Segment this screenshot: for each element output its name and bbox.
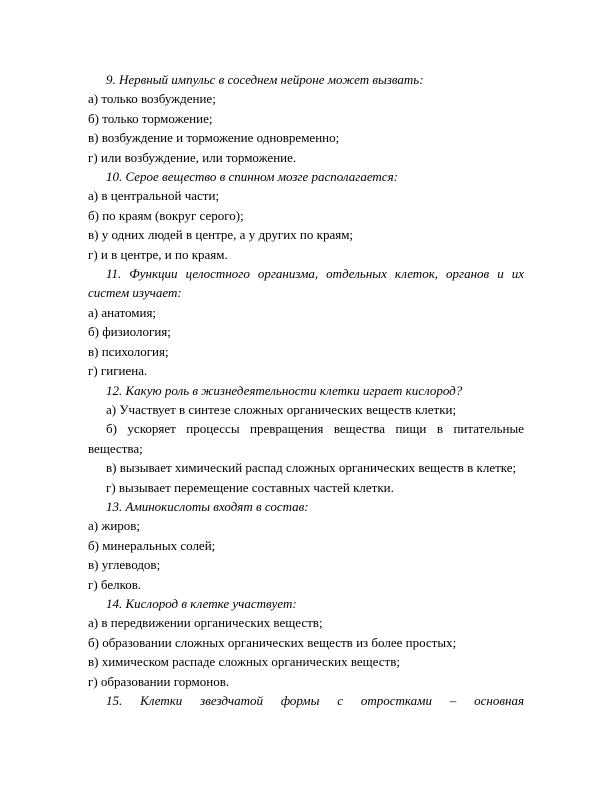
answer-b: б) минеральных солей; xyxy=(88,537,216,553)
question-9 xyxy=(88,70,524,167)
answer-b: б) только торможение; xyxy=(88,110,213,126)
question-14 xyxy=(88,594,524,691)
answer-a: а) Участвует в синтезе сложных органических веществ клетки; xyxy=(106,401,457,417)
question-title: 15. Клетки звездчатой формы с отростками – основная xyxy=(106,693,524,708)
answer-a: а) анатомия; xyxy=(88,304,157,320)
answer-d: г) гигиена. xyxy=(88,363,148,379)
question-title: 14. Кислород в клетке участвует: xyxy=(106,595,297,611)
answer-a: а) только возбуждение; xyxy=(88,91,216,107)
answer-b: б) по краям (вокруг серого); xyxy=(88,207,244,223)
answer-c: в) углеводов; xyxy=(88,557,161,573)
document-page xyxy=(88,70,524,710)
answer-b: б) физиология; xyxy=(88,324,171,340)
question-11 xyxy=(88,264,524,380)
answer-d: г) образовании гормонов. xyxy=(88,673,230,689)
answer-c: в) у одних людей в центре, а у других по краям; xyxy=(88,227,354,243)
answer-d: г) или возбуждение, или торможение. xyxy=(88,149,297,165)
question-15 xyxy=(88,691,524,710)
question-title: 11. Функции целостного организма, отдельных клеток, органов и их систем изучает: xyxy=(88,266,524,301)
question-title: 12. Какую роль в жизнедеятельности клетки играет кислород? xyxy=(106,382,463,398)
answer-a: а) в центральной части; xyxy=(88,188,220,204)
question-13 xyxy=(88,497,524,594)
answer-a: а) жиров; xyxy=(88,518,141,534)
answer-b: б) ускоряет процессы превращения вещества пищи в питательные вещества; xyxy=(88,421,524,456)
answer-a: а) в передвижении органических веществ; xyxy=(88,615,323,631)
answer-c: в) психология; xyxy=(88,343,169,359)
answer-b: б) образовании сложных органических веществ из более простых; xyxy=(88,634,457,650)
question-title: 13. Аминокислоты входят в состав: xyxy=(106,498,309,514)
question-title: 9. Нервный импульс в соседнем нейроне может вызвать: xyxy=(106,72,424,87)
answer-c: в) химическом распаде сложных органических веществ; xyxy=(88,654,400,670)
answer-d: г) и в центре, и по краям. xyxy=(88,246,228,262)
answer-c: в) возбуждение и торможение одновременно; xyxy=(88,130,340,146)
question-12 xyxy=(88,381,524,497)
answer-d: г) белков. xyxy=(88,576,142,592)
answer-d: г) вызывает перемещение составных частей клетки. xyxy=(106,479,394,495)
answer-c: в) вызывает химический распад сложных органических веществ в клетке; xyxy=(106,460,517,476)
question-title: 10. Серое вещество в спинном мозге располагается: xyxy=(106,169,398,185)
question-10 xyxy=(88,167,524,264)
